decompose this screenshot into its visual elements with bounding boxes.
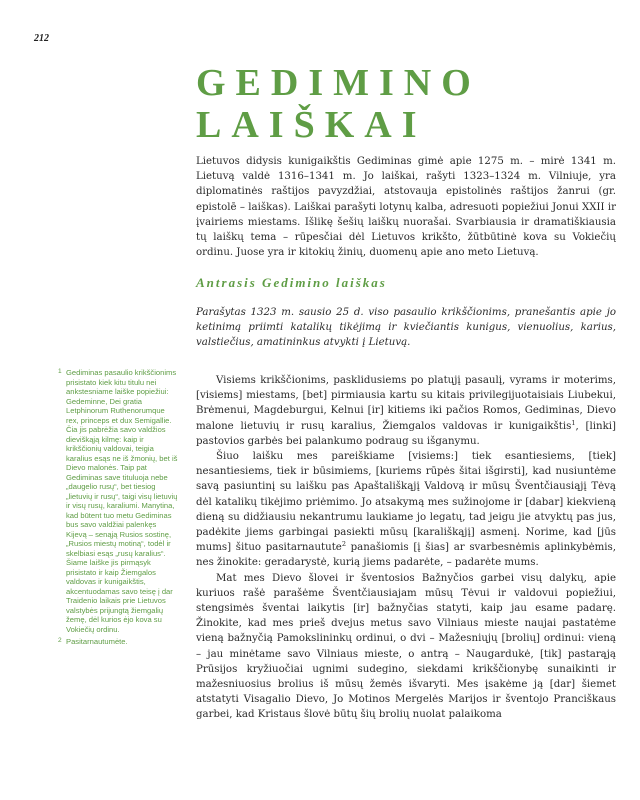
page-title-line-2: LAIŠKAI — [196, 104, 427, 146]
section-heading: Antrasis Gedimino laiškas — [196, 275, 387, 290]
intro-paragraph: Lietuvos didysis kunigaikštis Gediminas gimė apie 1275 m. – mirė 1341 m. Lietuvą valdė 1316–1341 m. Jo laiškai, rašyti 1323–1324 m. Vilniuje, yra diplomatinės raštijos pavyzdžiai, atstovauja epistolinės raštijos žanrui (gr. epistolē – laiškas). Laiškai parašyti lotynų kalba, adresuoti popiežiui Jonui XXII ir įvairiems miestams. Išlikę šešių laiškų nuorašai. Svarbiausia ir dramatiškiausia tų laiškų tema – rūpesčiai dėl Lietuvos krikšto, žūtbūtinė kova su Vokiečių ordinu. Juose yra ir kitokių žinių, duomenų apie ano meto Lietuvą. — [196, 156, 616, 259]
body-paragraph-3: Mat mes Dievo šlovei ir šventosios Bažnyčios garbei visų dalykų, apie kuriuos rašė parašėme Šventčiausiajam mūsų Tėvui ir valdovui popiežiui, stengsimės šventai laikytis [ir] bažnyčias statyti, kaip jau esame padarę. Žinokite, kad mes prieš dvejus metus savo Vilniaus mieste naujai pastatėme vieną bažnyčią Pamokslininkų ordinui, o dvi – Mažesniųjų [brolių] ordinui: vieną – jau minėtame savo Vilniaus mieste, o antrą – Naugardukė, [tik] pastarąją Prūsijos kryžiuočiai ugnimi sudegino, siekdami krikščionybę sunaikinti ir mažesniuosius brolius iš mūsų žemės išvaryti. Mes įsakėme ją [dar] šiemet atstatyti Visagalio Dievo, Jo Motinos Mergelės Marijos ir šventojo Pranciškaus garbei, kad Kristaus šlovė būtų šių brolių nuolat palaikoma — [196, 572, 616, 721]
footnote-mark: 1 — [58, 368, 62, 375]
body-text: Visiems krikščionims, pasklidusiems po platųjį pasaulį, vyrams ir moterims, [visiems] miestams, [bet] pirmiausia kartu su kitais privilegijuotaisiais Liubekui, Brėmenui, Magdeburgui, Kelnui [ir] kitiems iki pačios Romos, Gediminas, Dievo malone lietuvių ir rusų karalius, Žiemgalos valdovas ir kunigaikštis — [196, 375, 616, 432]
footnotes — [58, 368, 178, 650]
footnote-mark: 2 — [58, 637, 62, 644]
footnote-2 — [58, 637, 178, 647]
body-text: , [linki] pastovios garbės bei palankumo podraug su išganymu. — [196, 420, 616, 447]
body-text: panašiomis [į šias] ar svarbesnėmis aplinkybėmis, nes žinokite: geradarystė, kurią jiems padarėte, – padarėte mums. — [196, 542, 616, 569]
footnote-text: Pasitarnautumėte. — [66, 637, 128, 646]
footnote-text: Gediminas pasaulio krikščionims prisistato kiek kitu titulu nei ankstesniame laiške popiežiui: Gedeminne, Dei gratia Letphinorum Ruthenorumque rex, princeps et dux Semigallie. Čia jis pabrėžia savo valdžios dieviškąją kilmę: kaip ir krikščionių valdovai, teigia karalius esąs ne iš žmonių, bet iš Dievo malonės. Taip pat Gediminas save tituluoja nebe „daugelio rusų“, bet tiesiog „lietuvių ir rusų“, taigi visų lietuvių ir visų rusų, karaliumi. Manytina, kad būtent tuo metu Gediminas bus savo valdžiai palenkęs Kijevą – senąją Rusios sostinę, „Rusios miestų motiną“, todėl ir skelbiasi esąs „rusų karalius“. Šiame laiške jis pirmąsyk prisistato ir kaip Žiemgalos valdovas ir kunigaikštis, akcentuodamas savo teisę į dar Traidenio laikais prie Lietuvos valstybės prijungtą žiemgalių žemę, dėl kurios ėjo kova su Vokiečių ordinu. — [66, 368, 178, 634]
body-paragraph-1 — [196, 373, 616, 449]
title-block — [196, 62, 616, 146]
letter-body — [196, 373, 616, 723]
letter-subtitle: Parašytas 1323 m. sausio 25 d. viso pasaulio krikščionims, pranešantis apie jo ketinimą priimti katalikų tikėjimą ir kviečiantis kunigus, vienuolius, karius, valstiečius, amatininkus atvykti į Lietuvą. — [196, 307, 616, 349]
page-title-line-1: GEDIMINO — [196, 62, 481, 104]
body-text: Šiuo laišku mes pareiškiame [visiems:] tiek esantiesiems, [tiek] nesantiesiems, tiek ir būsimiems, [kuriems rūpės šitai išgirsti], kad nusiuntėme savą pasiuntinį su laišku pas Apaštališkąjį Valdovą ir mūsų Šventčiausiąjį Tėvą dėl katalikų tikėjimo priėmimo. Jo atsakymą mes sužinojome ir [dabar] kiekvieną dieną su didžiausiu nekantrumu laukiame jo legatų, tad jeigu jie atvyktų pas jus, padėkite jiems garbingai pasiekti mūsų [karališkąjį] asmenį. Norime, kad [jūs mums] šituo pasitarnautute — [196, 451, 616, 554]
page-number: 212 — [34, 33, 49, 44]
footnote-1 — [58, 368, 178, 634]
body-paragraph-2 — [196, 449, 616, 571]
footnote-ref-1[interactable]: 1 — [571, 418, 576, 427]
footnote-ref-2[interactable]: 2 — [341, 540, 346, 549]
